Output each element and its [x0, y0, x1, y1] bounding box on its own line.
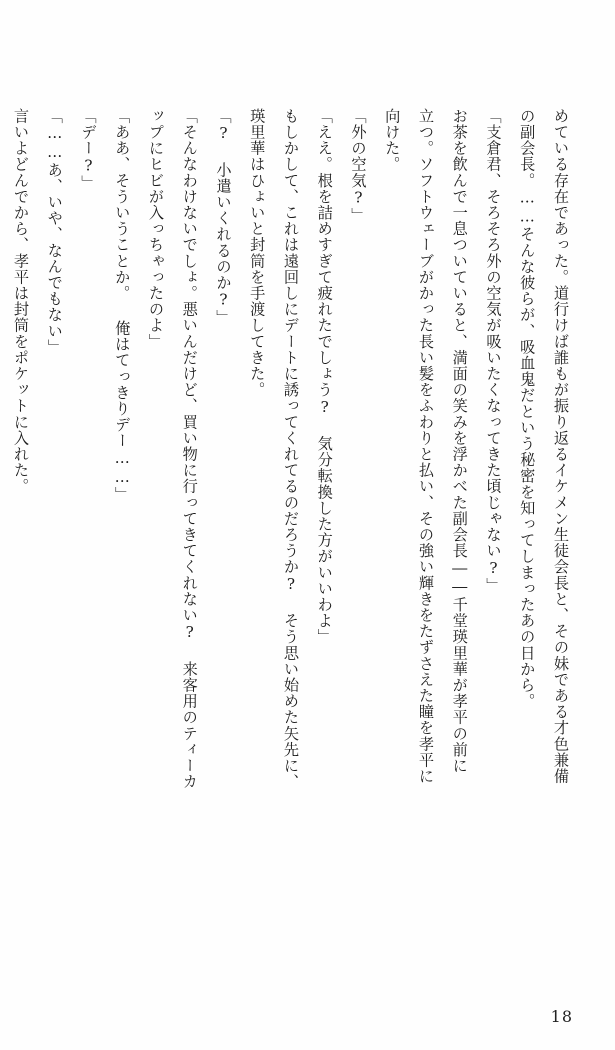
- paragraph: 「支倉君、そろそろ外の空気が吸いたくなってきた頃じゃない?」: [484, 108, 503, 594]
- page-number: 18: [550, 1007, 573, 1026]
- paragraph: もしかして、これは遠回しにデートに誘ってくれてるのだろうか? そう思い始めた矢先に、: [282, 108, 300, 790]
- paragraph: ップにヒビが入っちゃったのよ」: [147, 108, 165, 350]
- paragraph: 「ああ、そういうことか。 俺はてっきりデー……」: [113, 108, 132, 503]
- paragraph: 瑛里華はひょいと封筒を手渡してきた。: [248, 108, 267, 398]
- paragraph: の副会長。……そんな彼らが、吸血鬼だという秘密を知ってしまったあの日から。: [518, 108, 537, 710]
- paragraph: 「? 小遣いくれるのか?」: [214, 108, 233, 326]
- paragraph: お茶を飲んで一息ついていると、満面の笑みを浮かべた副会長――千堂瑛里華が孝平の前に: [450, 108, 469, 774]
- paragraph: 「そんなわけないでしょ。悪いんだけど、買い物に行ってきてくれない? 来客用のティーカ: [180, 108, 199, 790]
- paragraph: 「デー?」: [79, 108, 98, 192]
- paragraph: 「ええ。根を詰めすぎて疲れたでしょう? 気分転換した方がいいわよ」: [315, 108, 334, 645]
- paragraph: 向けた。: [383, 108, 402, 173]
- paragraph: 「……あ、いや、なんでもない」: [45, 108, 64, 356]
- paragraph: 立つ。ソフトウェーブがかった長い髪をふわりと払い、その強い輝きをたずさえた瞳を孝平に: [417, 108, 435, 785]
- page-body-text: [12, 108, 577, 998]
- paragraph: めている存在であった。道行けば誰もが振り返るイケメン生徒会長と、その妹である才色兼備: [552, 108, 570, 785]
- paragraph: 「外の空気?」: [349, 108, 368, 224]
- paragraph: 言いよどんでから、孝平は封筒をポケットに入れた。: [12, 108, 30, 495]
